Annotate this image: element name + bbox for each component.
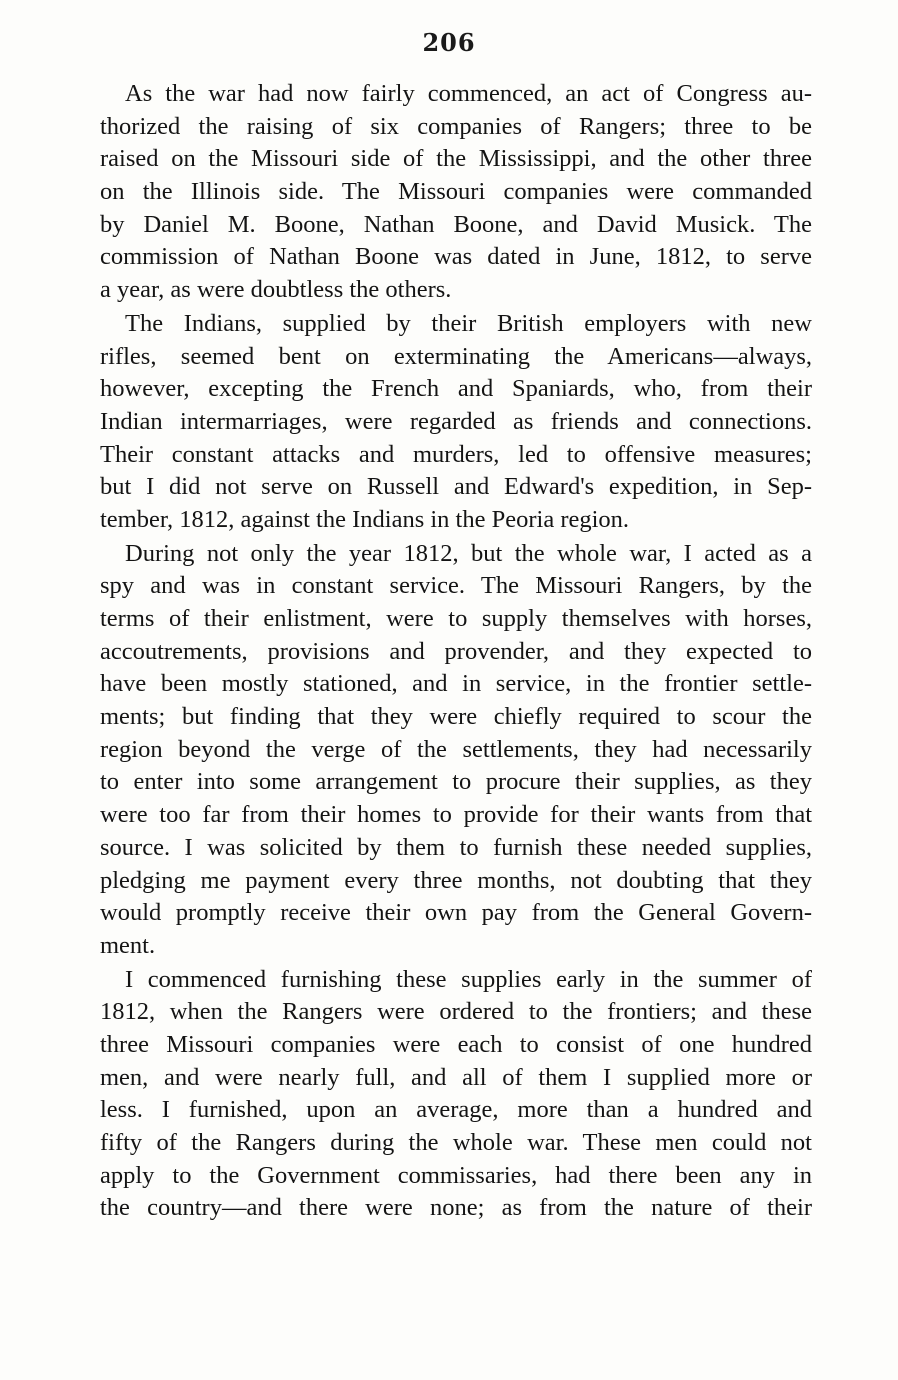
text-line: tember, 1812, against the Indians in the Peoria region. [100,505,630,533]
text-line: by Daniel M. Boone, Nathan Boone, and David Musick. The [100,210,812,238]
text-line: however, excepting the French and Spaniards, who, from their [100,375,812,403]
text-line: pledging me payment every three months, not doubting that they [100,866,812,894]
text-line: to enter into some arrangement to procure their supplies, as they [100,768,812,796]
text-line: source. I was solicited by them to furnish these needed supplies, [100,833,812,861]
text-line: The Indians, supplied by their British employers with new [125,309,812,337]
text-line: but I did not serve on Russell and Edward's expedition, in Sep- [100,473,812,501]
text-line: region beyond the verge of the settlements, they had necessarily [100,735,812,763]
paragraph [100,308,812,537]
text-line: thorized the raising of six companies of Rangers; three to be [100,112,812,140]
text-line: fifty of the Rangers during the whole war. These men could not [100,1129,812,1156]
text-line: men, and were nearly full, and all of them I supplied more or [100,1063,812,1091]
text-line: spy and was in constant service. The Missouri Rangers, by the [100,572,812,600]
text-line: less. I furnished, upon an average, more than a hundred and [100,1096,812,1124]
text-line: raised on the Missouri side of the Mississippi, and the other three [100,145,812,173]
paragraph [100,538,812,963]
text-line: the country—and there were none; as from the nature of their [100,1194,812,1222]
body-text [100,78,812,1226]
text-line: were too far from their homes to provide for their wants from that [100,801,812,829]
text-line: Their constant attacks and murders, led to offensive measures; [100,440,812,468]
text-line: I commenced furnishing these supplies early in the summer of [125,965,812,993]
text-line: ments; but finding that they were chiefly required to scour the [100,703,812,731]
text-line: on the Illinois side. The Missouri companies were commanded [100,178,812,206]
text-line: rifles, seemed bent on exterminating the Americans—always, [100,342,812,370]
text-line: a year, as were doubtless the others. [100,276,452,304]
text-line: 1812, when the Rangers were ordered to the frontiers; and these [100,998,812,1026]
text-line: have been mostly stationed, and in service, in the frontier settle- [100,670,812,698]
text-line: ment. [100,931,156,959]
paragraph [100,78,812,307]
text-line: commission of Nathan Boone was dated in June, 1812, to serve [100,243,812,271]
text-line: During not only the year 1812, but the whole war, I acted as a [125,539,812,567]
text-line: accoutrements, provisions and provender, and they expected to [100,637,812,665]
text-line: three Missouri companies were each to consist of one hundred [100,1030,812,1058]
text-line: Indian intermarriages, were regarded as friends and connections. [100,407,812,435]
text-line: terms of their enlistment, were to supply themselves with horses, [100,605,812,632]
text-line: apply to the Government commissaries, had there been any in [100,1161,812,1189]
text-line: As the war had now fairly commenced, an act of Congress au- [125,80,812,107]
text-line: would promptly receive their own pay from the General Govern- [100,899,812,927]
paragraph [100,964,812,1226]
page-number: 206 [422,28,476,57]
